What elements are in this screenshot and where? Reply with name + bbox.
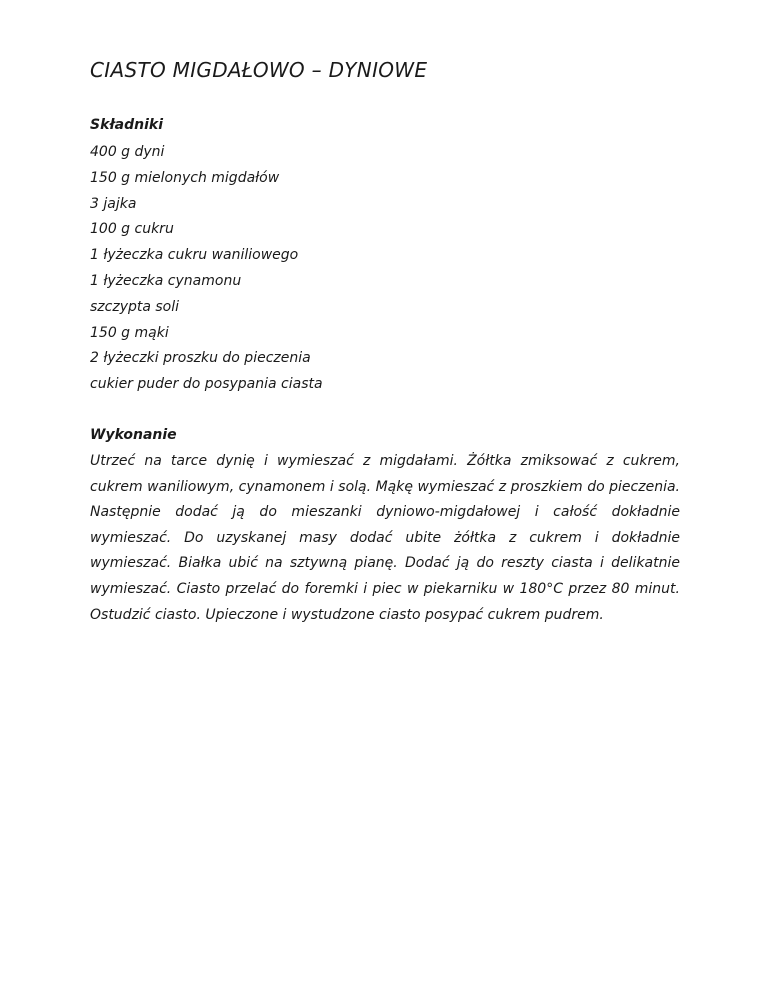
ingredient-item: szczypta soli [90, 298, 180, 315]
ingredient-item: 150 g mielonych migdałów [90, 169, 280, 186]
ingredient-item: 1 łyżeczka cukru waniliowego [90, 247, 299, 264]
ingredient-item: cukier puder do posypania ciasta [90, 376, 323, 393]
ingredient-item: 400 g dyni [90, 144, 165, 160]
recipe-title: CIASTO MIGDAŁOWO – DYNIOWE [90, 58, 428, 82]
ingredient-item: 100 g cukru [90, 221, 174, 238]
ingredient-item: 2 łyżeczki proszku do pieczenia [90, 350, 311, 367]
ingredient-item: 150 g mąki [90, 324, 169, 341]
ingredients-heading: Składniki [90, 117, 163, 133]
method-paragraph: Utrzeć na tarce dynię i wymieszać z migdałami. Żółtka zmiksować z cukrem, cukrem waniliowym, cynamonem i solą. Mąkę wymieszać z proszkiem do pieczenia. Następnie dodać ją do mieszanki dyniowo-migdałowej i całość dokładnie wymieszać. Do uzyskanej masy dodać ubite żółtka z cukrem i dokładnie wymieszać. Białka ubić na sztywną pianę. Dodać ją do reszty ciasta i delikatnie wymieszać. Ciasto przelać do foremki i piec w piekarniku w 180°C przez 80 minut. Ostudzić ciasto. Upieczone i wystudzone ciasto posypać cukrem pudrem. [90, 453, 680, 623]
ingredients-list [90, 140, 323, 398]
ingredient-item: 3 jajka [90, 195, 137, 212]
ingredient-item: 1 łyżeczka cynamonu [90, 272, 242, 289]
method-heading: Wykonanie [90, 427, 177, 443]
